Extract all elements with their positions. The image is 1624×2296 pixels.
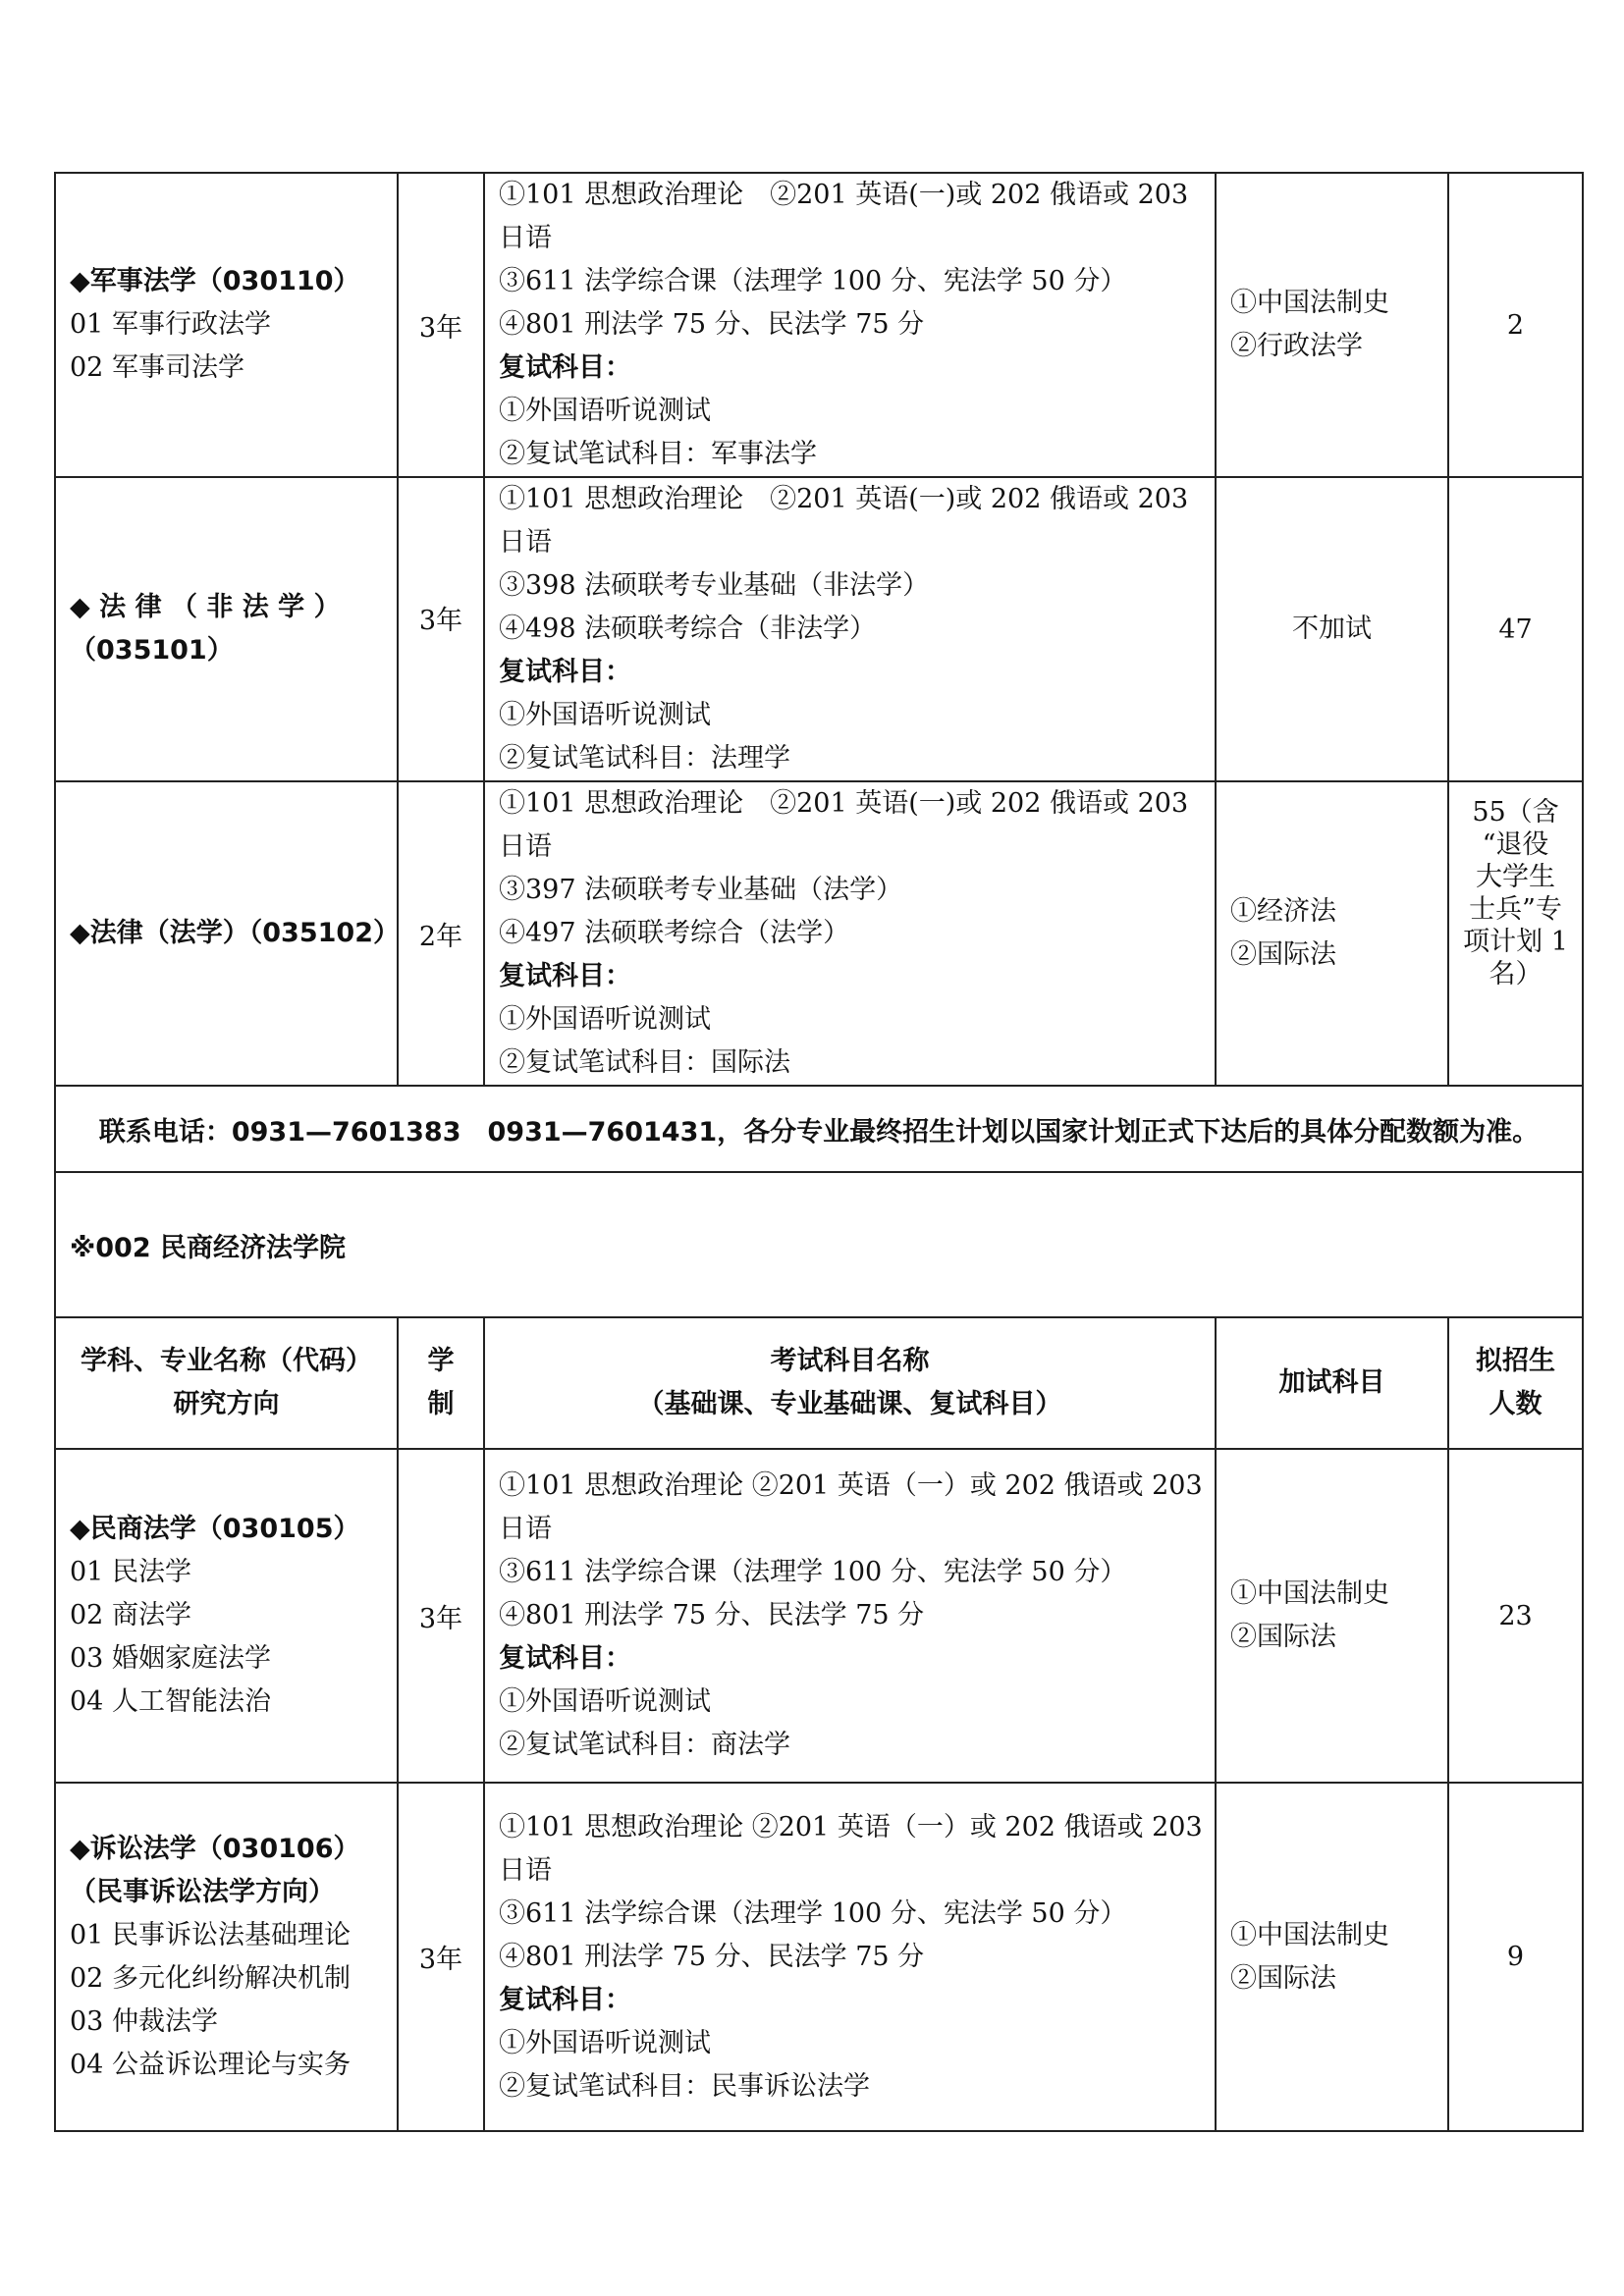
header-program (55, 1317, 398, 1449)
exam-subjects-cell (484, 477, 1216, 781)
program-title: ◆法律（法学）（035102） (70, 918, 400, 948)
retest-line: ①外国语听说测试 (499, 700, 711, 730)
quota-value: 47 (1498, 614, 1533, 645)
program-name-cell (55, 1449, 398, 1783)
quota-value: 大学生 (1476, 862, 1555, 892)
program-subtitle: （民事诉讼法学方向） (70, 1876, 335, 1907)
study-length: 3年 (398, 1783, 484, 2131)
exam-line: ①101 思想政治理论 ②201 英语(一)或 202 俄语或 203 (499, 788, 1189, 819)
table-row (55, 1783, 1583, 2131)
quota-cell (1448, 477, 1583, 781)
research-direction: 02 商法学 (70, 1600, 191, 1630)
extra-subject: ②国际法 (1230, 1962, 1336, 1994)
header-text: 考试科目名称 (770, 1346, 930, 1376)
extra-subjects-cell (1216, 173, 1448, 477)
exam-line: ①101 思想政治理论 ②201 英语(一)或 202 俄语或 203 (499, 180, 1189, 210)
program-name-cell (55, 173, 398, 477)
exam-line: ④801 刑法学 75 分、民法学 75 分 (499, 309, 925, 340)
exam-subjects-cell (484, 1449, 1216, 1783)
header-text: 制 (427, 1389, 455, 1419)
exam-subjects-cell (484, 1783, 1216, 2131)
program-name-cell (55, 1783, 398, 2131)
quota-value: 55（含 (1472, 797, 1559, 828)
program-code: （035101） (70, 635, 234, 666)
program-name-cell (55, 781, 398, 1086)
retest-line: ②复试笔试科目：民事诉讼法学 (499, 2070, 870, 2102)
retest-line: ②复试笔试科目：国际法 (499, 1047, 790, 1078)
program-name-cell (55, 477, 398, 781)
extra-subjects-cell (1216, 781, 1448, 1086)
exam-line: ③397 法硕联考专业基础（法学） (499, 875, 903, 905)
research-direction: 01 民事诉讼法基础理论 (70, 1919, 351, 1950)
study-length: 3年 (398, 477, 484, 781)
exam-line: ④498 法硕联考综合（非法学） (499, 614, 877, 644)
extra-subject: ②国际法 (1230, 1622, 1336, 1652)
exam-line: ④801 刑法学 75 分、民法学 75 分 (499, 1600, 925, 1630)
contact-note-row (55, 1086, 1583, 1172)
program-title: ◆民商法学（030105） (70, 1514, 360, 1544)
study-length: 3年 (398, 173, 484, 477)
exam-line: ④497 法硕联考综合（法学） (499, 918, 850, 948)
program-title: ◆诉讼法学（030106） (70, 1833, 360, 1864)
header-extra (1216, 1317, 1448, 1449)
table-row (55, 1449, 1583, 1783)
exam-line: ④801 刑法学 75 分、民法学 75 分 (499, 1941, 925, 1972)
exam-line: ③611 法学综合课（法理学 100 分、宪法学 50 分） (499, 266, 1127, 296)
retest-label: 复试科目： (499, 1643, 631, 1674)
retest-line: ①外国语听说测试 (499, 1686, 711, 1717)
retest-line: ②复试笔试科目：商法学 (499, 1730, 790, 1760)
header-length (398, 1317, 484, 1449)
quota-cell (1448, 1449, 1583, 1783)
exam-subjects-cell (484, 781, 1216, 1086)
retest-label: 复试科目： (499, 961, 631, 991)
extra-subjects-cell (1216, 1449, 1448, 1783)
research-direction: 02 军事司法学 (70, 352, 244, 383)
table-row (55, 477, 1583, 781)
header-text: 人数 (1489, 1389, 1543, 1419)
retest-line: ②复试笔试科目：法理学 (499, 743, 790, 774)
retest-line: ②复试笔试科目：军事法学 (499, 439, 817, 469)
table-row (55, 781, 1583, 1086)
header-text: 加试科目 (1278, 1367, 1385, 1398)
department-title: ※002 民商经济法学院 (55, 1172, 1583, 1317)
quota-value: 士兵”专 (1469, 894, 1562, 925)
exam-line: ③611 法学综合课（法理学 100 分、宪法学 50 分） (499, 1557, 1127, 1587)
quota-cell (1448, 781, 1583, 1086)
study-length: 3年 (398, 1449, 484, 1783)
quota-value: 9 (1506, 1942, 1525, 1972)
extra-subject: ①中国法制史 (1230, 288, 1389, 318)
extra-subject: ②国际法 (1230, 939, 1336, 970)
quota-value: 23 (1498, 1600, 1533, 1631)
exam-line: ③398 法硕联考专业基础（非法学） (499, 570, 930, 601)
table-row (55, 173, 1583, 477)
research-direction: 04 人工智能法治 (70, 1686, 271, 1717)
extra-subjects-cell (1216, 1783, 1448, 2131)
extra-subject: ①中国法制史 (1230, 1578, 1389, 1609)
contact-note: 联系电话：0931—7601383 0931—7601431，各分专业最终招生计划以国家计划正式下达后的具体分配数额为准。 (55, 1086, 1583, 1172)
exam-line: 日语 (499, 1854, 552, 1886)
department-row (55, 1172, 1583, 1317)
header-text: 学 (427, 1346, 455, 1376)
program-title: ◆军事法学（030110） (70, 266, 360, 296)
exam-line: ①101 思想政治理论 ②201 英语（一）或 202 俄语或 203 (499, 1470, 1203, 1501)
retest-label: 复试科目： (499, 1984, 631, 2015)
quota-cell (1448, 1783, 1583, 2131)
quota-value: 名） (1489, 959, 1543, 989)
extra-subject: ①中国法制史 (1230, 1919, 1389, 1950)
research-direction: 02 多元化纠纷解决机制 (70, 1962, 351, 1994)
exam-line: 日语 (499, 223, 552, 253)
retest-line: ①外国语听说测试 (499, 2027, 711, 2058)
retest-label: 复试科目： (499, 352, 631, 383)
extra-subject: ②行政法学 (1230, 331, 1363, 361)
extra-subjects-cell (1216, 477, 1448, 781)
quota-value: 2 (1506, 309, 1525, 341)
exam-subjects-cell (484, 173, 1216, 477)
header-exam (484, 1317, 1216, 1449)
retest-line: ①外国语听说测试 (499, 1004, 711, 1035)
exam-line: 日语 (499, 1514, 552, 1544)
quota-cell (1448, 173, 1583, 477)
enrollment-table (54, 172, 1584, 2132)
retest-line: ①外国语听说测试 (499, 396, 711, 426)
program-title: ◆ 法 律 （ 非 法 学 ） (70, 592, 341, 622)
research-direction: 03 仲裁法学 (70, 2005, 218, 2037)
research-direction: 03 婚姻家庭法学 (70, 1643, 271, 1674)
extra-subject: 不加试 (1292, 614, 1372, 644)
retest-label: 复试科目： (499, 657, 631, 687)
header-text: （基础课、专业基础课、复试科目） (637, 1389, 1062, 1419)
exam-line: ③611 法学综合课（法理学 100 分、宪法学 50 分） (499, 1897, 1127, 1929)
exam-line: 日语 (499, 831, 552, 862)
header-quota (1448, 1317, 1583, 1449)
exam-line: ①101 思想政治理论 ②201 英语(一)或 202 俄语或 203 (499, 484, 1189, 514)
research-direction: 01 民法学 (70, 1557, 191, 1587)
header-text: 拟招生 (1476, 1346, 1555, 1376)
header-row (55, 1317, 1583, 1449)
quota-value: 项计划 1 (1463, 927, 1568, 957)
quota-value: “退役 (1482, 829, 1549, 860)
extra-subject: ①经济法 (1230, 896, 1336, 927)
study-length: 2年 (398, 781, 484, 1086)
research-direction: 04 公益诉讼理论与实务 (70, 2049, 351, 2080)
research-direction: 01 军事行政法学 (70, 309, 271, 340)
exam-line: 日语 (499, 527, 552, 558)
exam-line: ①101 思想政治理论 ②201 英语（一）或 202 俄语或 203 (499, 1811, 1203, 1842)
header-text: 学科、专业名称（代码） (81, 1346, 372, 1376)
header-text: 研究方向 (173, 1389, 280, 1419)
